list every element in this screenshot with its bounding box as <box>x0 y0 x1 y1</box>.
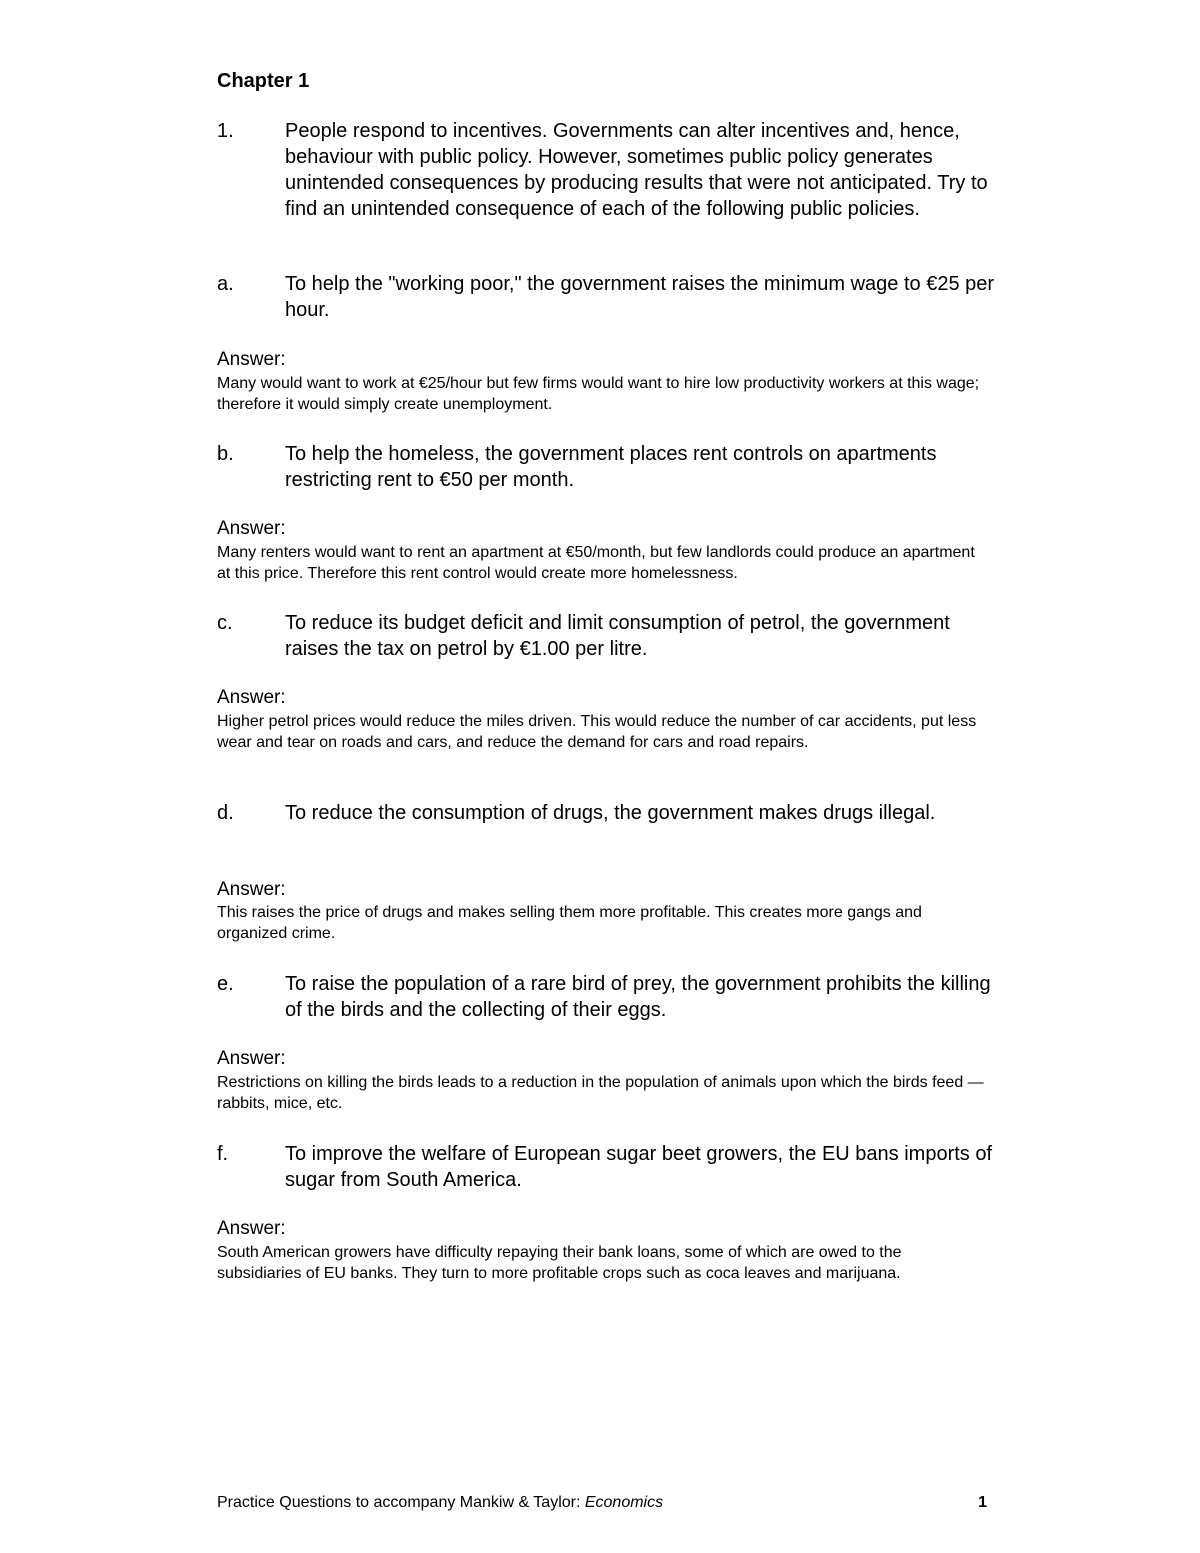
answer-text: Higher petrol prices would reduce the miles driven. This would reduce the number of car accidents, put less wear and tear on roads and cars, and reduce the demand for cars and road repairs. <box>217 713 977 751</box>
policy-letter: a. <box>217 273 234 295</box>
answer-label: Answer: <box>217 349 286 370</box>
policy-item-b <box>217 441 997 493</box>
policy-item-a <box>217 271 997 323</box>
answer-text: Many would want to work at €25/hour but few firms would want to hire low productivity workers at this wage; therefore it would simply create unemployment. <box>217 375 980 413</box>
question-number: 1. <box>217 120 234 142</box>
answer-text: South American growers have difficulty repaying their bank loans, some of which are owed to the subsidiaries of EU banks. They turn to more profitable crops such as coca leaves and marijuana. <box>217 1244 902 1282</box>
policy-text: To reduce the consumption of drugs, the government makes drugs illegal. <box>285 802 936 824</box>
answer-text: Restrictions on killing the birds leads to a reduction in the population of animals upon which the birds feed —rabbits, mice, etc. <box>217 1074 984 1112</box>
policy-letter: c. <box>217 612 233 634</box>
answer-label: Answer: <box>217 687 286 708</box>
answer-label: Answer: <box>217 518 286 539</box>
answer-text: Many renters would want to rent an apartment at €50/month, but few landlords could produce an apartment at this price. Therefore this rent control would create more homelessness. <box>217 544 975 582</box>
question-1 <box>217 118 997 222</box>
policy-text: To improve the welfare of European sugar beet growers, the EU bans imports of sugar from South America. <box>285 1143 993 1191</box>
policy-letter: f. <box>217 1143 229 1165</box>
policy-text: To raise the population of a rare bird of prey, the government prohibits the killing of the birds and the collecting of their eggs. <box>285 973 991 1021</box>
policy-letter: e. <box>217 973 234 995</box>
policy-letter: b. <box>217 443 234 465</box>
chapter-title: Chapter 1 <box>217 70 310 92</box>
policy-text: To help the homeless, the government places rent controls on apartments restricting rent to €50 per month. <box>285 443 937 491</box>
footer-text <box>217 1492 663 1514</box>
policy-text: To reduce its budget deficit and limit consumption of petrol, the government raises the tax on petrol by €1.00 per litre. <box>285 612 950 660</box>
footer-prefix: Practice Questions to accompany Mankiw & Taylor: <box>217 1494 585 1511</box>
policy-text: To help the "working poor," the government raises the minimum wage to €25 per hour. <box>285 273 995 321</box>
policy-letter: d. <box>217 802 234 824</box>
answer-label: Answer: <box>217 879 286 900</box>
policy-item-c <box>217 610 997 662</box>
policy-item-e <box>217 971 997 1023</box>
answer-label: Answer: <box>217 1218 286 1239</box>
question-text: People respond to incentives. Governments can alter incentives and, hence, behaviour with public policy. However, sometimes public policy generates unintended consequences by producing results that were not anticipated. Try to find an unintended consequence of each of the following public policies. <box>285 120 988 220</box>
page-number: 1 <box>978 1494 987 1511</box>
footer-book-title: Economics <box>584 1494 664 1511</box>
answer-text: This raises the price of drugs and makes selling them more profitable. This creates more gangs and organized crime. <box>217 904 922 942</box>
answer-label: Answer: <box>217 1048 286 1069</box>
policy-item-f <box>217 1141 997 1193</box>
policy-item-d <box>217 800 997 826</box>
